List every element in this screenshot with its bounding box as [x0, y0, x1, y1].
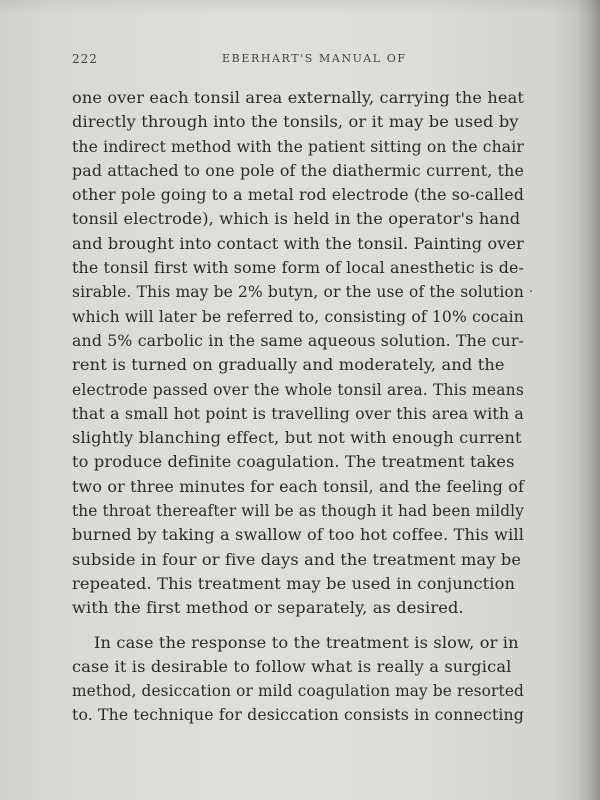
- text-line: that a small hot point is travelling over this area with a: [72, 403, 524, 423]
- text-line: repeated. This treatment may be used in conjunction: [72, 573, 516, 593]
- text-line: two or three minutes for each tonsil, and the feeling of: [72, 476, 525, 496]
- text-line: burned by taking a swallow of too hot coffee. This will: [72, 525, 525, 545]
- text-line: to. The technique for desiccation consists in connecting: [72, 705, 524, 725]
- paper-speck: [530, 290, 532, 292]
- body-text: [72, 86, 524, 728]
- text-line: directly through into the tonsils, or it may be used by: [72, 112, 519, 132]
- running-head: EBERHART'S MANUAL OF: [222, 52, 407, 65]
- text-line: case it is desirable to follow what is really a surgical: [72, 656, 512, 676]
- text-line: slightly blanching effect, but not with enough current: [72, 428, 522, 448]
- text-line: other pole going to a metal rod electrode (the so-called: [72, 185, 525, 205]
- paragraph: [72, 86, 524, 621]
- paragraph-gap: [72, 621, 524, 631]
- text-line: which will later be referred to, consisting of 10% cocain: [72, 306, 524, 326]
- text-line: In case the response to the treatment is slow, or in: [94, 632, 519, 652]
- text-line: the indirect method with the patient sitting on the chair: [72, 136, 524, 156]
- paragraph: [72, 631, 524, 728]
- text-line: the throat thereafter will be as though it had been mildly: [72, 501, 525, 521]
- text-line: pad attached to one pole of the diathermic current, the: [72, 160, 524, 180]
- text-line: to produce definite coagulation. The treatment takes: [72, 452, 515, 472]
- text-line: sirable. This may be 2% butyn, or the use of the solution: [72, 282, 524, 302]
- text-line: one over each tonsil area externally, carrying the heat: [72, 88, 525, 107]
- page-header: [72, 52, 512, 70]
- text-line: method, desiccation or mild coagulation may be resorted: [72, 681, 524, 701]
- text-line: tonsil electrode), which is held in the operator's hand: [72, 209, 521, 229]
- page-edge-shadow: [578, 0, 600, 800]
- text-line: the tonsil first with some form of local anesthetic is de-: [72, 258, 525, 278]
- page-top-shadow: [0, 0, 600, 14]
- text-line: subside in four or five days and the treatment may be: [72, 549, 522, 569]
- text-line: and 5% carbolic in the same aqueous solution. The cur-: [72, 330, 525, 350]
- text-line: electrode passed over the whole tonsil area. This means: [72, 379, 525, 399]
- text-line: with the first method or separately, as desired.: [72, 598, 464, 618]
- text-line: and brought into contact with the tonsil. Painting over: [72, 233, 525, 253]
- page-number: 222: [72, 52, 98, 66]
- text-line: rent is turned on gradually and moderately, and the: [72, 355, 505, 375]
